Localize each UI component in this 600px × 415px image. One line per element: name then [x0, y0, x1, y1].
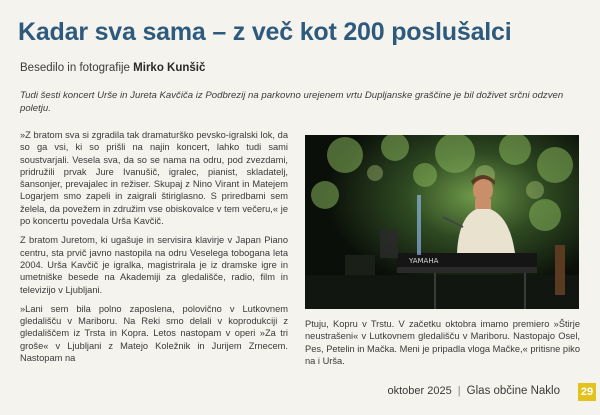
- footer-divider: |: [457, 385, 461, 397]
- page-number: 29: [578, 383, 596, 401]
- concert-photo: [305, 135, 579, 309]
- text-column-right: [305, 318, 580, 374]
- magazine-name: Glas občine Naklo: [466, 385, 560, 397]
- byline-author: Mirko Kunšič: [133, 62, 206, 74]
- byline-prefix: Besedilo in fotografije: [20, 62, 130, 74]
- paragraph-quote: »Z bratom sva si zgradila tak dramaturško pevsko-igralski lok, da so ga vsi, ki so prišli na najin koncert, lahko tudi sami soustvarjali. Vesela sva, da so se nama na odru, pod zvezdami, pridružili prvak Jure Ivanušič, igralec, pianist, skladatelj, šansonjer, prevajalec in režiser. Skupaj z Nino Virant in Matejem Logarjem smo zapeli in zaigrali štiriglasno. S priredbami sem želela, da povežem in združim vse obiskovalce v tem večeru,« je po koncertu povedala Urša Kavčič.: [20, 130, 288, 227]
- article-lead: Tudi šesti koncert Urše in Jureta Kavčiča iz Podbrezij na parkovno urejenem vrtu Dupljanske graščine je bil doživet srčni odzven poletju.: [20, 90, 564, 114]
- text-column-left: [20, 129, 288, 371]
- paragraph-quote-2: »Lani sem bila polno zaposlena, polovično v Lutkovnem gledališču v Mariboru. Na Reki smo delali v koprodukciji z gledališčem iz Trsta in Kopra. Letos nastopam v operi »Za tri groše« v Ljubljani z Matejo Koležnik in Jurijem Zrnecem. Nastopam na: [20, 303, 288, 364]
- paragraph-continuation: Ptuju, Kopru v Trstu. V začetku oktobra imamo premiero »Štirje neustrašeni« v Lutkovnem gledališču v Mariboru. Nastopajo Osel, Pes, Petelin in Mačka. Meni je pripadla vloga Mačke,« pritisne piko na i Urša.: [305, 319, 580, 366]
- paragraph-bio: Z bratom Juretom, ki ugašuje in servisira klavirje v Japan Piano centru, sta prvič javno nastopila na odru Veselega tobogana leta 2004. Urša Kavčič je igralka, magistrirala je iz dramske igre in umetniške besede na Akademiji za gledališče, radio, film in televizijo v Ljubljani.: [20, 235, 288, 295]
- page-footer: [387, 385, 560, 397]
- yamaha-logo-text: YAMAHA: [409, 257, 439, 265]
- article-title: Kadar sva sama – z več kot 200 poslušalci: [18, 18, 512, 46]
- concert-photo-illustration: [305, 135, 579, 309]
- issue-date: oktober 2025: [387, 385, 452, 397]
- byline: [20, 62, 205, 74]
